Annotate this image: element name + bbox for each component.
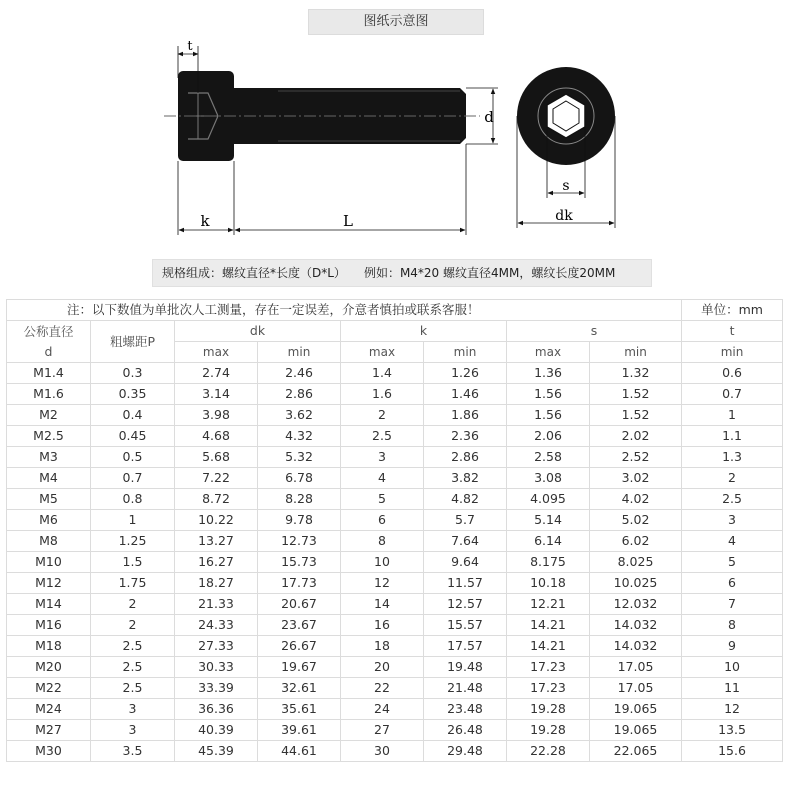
table-cell: 18.27 bbox=[175, 573, 258, 594]
table-cell: 3.5 bbox=[91, 741, 175, 762]
table-cell: 20 bbox=[341, 657, 424, 678]
drawing-title: 图纸示意图 bbox=[308, 9, 484, 35]
table-cell: 5.7 bbox=[424, 510, 507, 531]
table-cell: 15.73 bbox=[258, 552, 341, 573]
table-cell: 8 bbox=[682, 615, 783, 636]
table-cell: 2.58 bbox=[507, 447, 590, 468]
table-cell: 4.32 bbox=[258, 426, 341, 447]
table-cell: 13.5 bbox=[682, 720, 783, 741]
header-s: s bbox=[507, 321, 682, 342]
table-cell: 1 bbox=[682, 405, 783, 426]
table-cell: 17.73 bbox=[258, 573, 341, 594]
table-cell: 2.46 bbox=[258, 363, 341, 384]
table-cell: 2.06 bbox=[507, 426, 590, 447]
table-row bbox=[7, 720, 783, 741]
table-cell: 15.6 bbox=[682, 741, 783, 762]
table-cell: 1.6 bbox=[341, 384, 424, 405]
table-cell: M4 bbox=[7, 468, 91, 489]
table-row bbox=[7, 552, 783, 573]
subheader-max: max bbox=[175, 342, 258, 363]
table-cell: 29.48 bbox=[424, 741, 507, 762]
table-row bbox=[7, 531, 783, 552]
table-cell: 12 bbox=[682, 699, 783, 720]
table-cell: 19.28 bbox=[507, 699, 590, 720]
table-cell: 1.3 bbox=[682, 447, 783, 468]
table-row bbox=[7, 636, 783, 657]
table-row bbox=[7, 489, 783, 510]
table-cell: 7 bbox=[682, 594, 783, 615]
header-pitch: 粗螺距P bbox=[91, 321, 175, 363]
dim-label-dk: dk bbox=[555, 208, 573, 224]
header-k: k bbox=[341, 321, 507, 342]
table-cell: 19.28 bbox=[507, 720, 590, 741]
table-cell: 32.61 bbox=[258, 678, 341, 699]
table-cell: 1.36 bbox=[507, 363, 590, 384]
table-cell: 22.065 bbox=[590, 741, 682, 762]
header-dk: dk bbox=[175, 321, 341, 342]
table-cell: 22 bbox=[341, 678, 424, 699]
table-cell: 5 bbox=[341, 489, 424, 510]
table-cell: 3.08 bbox=[507, 468, 590, 489]
table-row bbox=[7, 594, 783, 615]
table-cell: 3 bbox=[91, 699, 175, 720]
table-cell: 33.39 bbox=[175, 678, 258, 699]
table-cell: 17.23 bbox=[507, 678, 590, 699]
table-cell: 39.61 bbox=[258, 720, 341, 741]
table-cell: 0.3 bbox=[91, 363, 175, 384]
table-cell: 12.032 bbox=[590, 594, 682, 615]
table-cell: 5 bbox=[682, 552, 783, 573]
header-nominal-diameter: 公称直径 d bbox=[7, 321, 91, 363]
table-cell: M10 bbox=[7, 552, 91, 573]
table-cell: 2.5 bbox=[341, 426, 424, 447]
table-cell: M14 bbox=[7, 594, 91, 615]
table-cell: 1.46 bbox=[424, 384, 507, 405]
table-cell: 17.57 bbox=[424, 636, 507, 657]
table-cell: 14.032 bbox=[590, 615, 682, 636]
table-cell: 21.33 bbox=[175, 594, 258, 615]
measurement-note: 注：以下数值为单批次人工测量，存在一定误差，介意者慎拍或联系客服！ bbox=[7, 300, 682, 321]
table-cell: 27 bbox=[341, 720, 424, 741]
table-cell: 0.4 bbox=[91, 405, 175, 426]
table-cell: 11.57 bbox=[424, 573, 507, 594]
header-row bbox=[7, 321, 783, 342]
table-cell: 3.14 bbox=[175, 384, 258, 405]
table-cell: 5.68 bbox=[175, 447, 258, 468]
table-cell: 3 bbox=[682, 510, 783, 531]
table-row bbox=[7, 699, 783, 720]
header-t: t bbox=[682, 321, 783, 342]
table-cell: 4 bbox=[341, 468, 424, 489]
table-row bbox=[7, 615, 783, 636]
table-cell: 24.33 bbox=[175, 615, 258, 636]
table-cell: 2.02 bbox=[590, 426, 682, 447]
table-cell: 19.48 bbox=[424, 657, 507, 678]
table-cell: 16.27 bbox=[175, 552, 258, 573]
table-cell: 23.48 bbox=[424, 699, 507, 720]
table-cell: 2 bbox=[341, 405, 424, 426]
table-cell: 19.065 bbox=[590, 720, 682, 741]
table-cell: 9.78 bbox=[258, 510, 341, 531]
table-row bbox=[7, 678, 783, 699]
table-body bbox=[7, 363, 783, 762]
table-cell: M18 bbox=[7, 636, 91, 657]
table-cell: 1.26 bbox=[424, 363, 507, 384]
table-cell: 23.67 bbox=[258, 615, 341, 636]
table-cell: M6 bbox=[7, 510, 91, 531]
table-cell: M16 bbox=[7, 615, 91, 636]
table-cell: 18 bbox=[341, 636, 424, 657]
table-cell: 7.64 bbox=[424, 531, 507, 552]
table-cell: 10 bbox=[341, 552, 424, 573]
table-cell: 3.82 bbox=[424, 468, 507, 489]
table-cell: M1.4 bbox=[7, 363, 91, 384]
table-row bbox=[7, 468, 783, 489]
table-cell: 4.68 bbox=[175, 426, 258, 447]
table-cell: 10.18 bbox=[507, 573, 590, 594]
side-view bbox=[164, 39, 498, 235]
table-cell: M2 bbox=[7, 405, 91, 426]
table-cell: 12.21 bbox=[507, 594, 590, 615]
table-cell: 6 bbox=[682, 573, 783, 594]
table-row bbox=[7, 405, 783, 426]
table-cell: 7.22 bbox=[175, 468, 258, 489]
table-cell: 2.86 bbox=[424, 447, 507, 468]
table-cell: 8.28 bbox=[258, 489, 341, 510]
table-cell: 10.22 bbox=[175, 510, 258, 531]
dim-label-k: k bbox=[200, 212, 210, 230]
table-cell: 0.35 bbox=[91, 384, 175, 405]
dim-label-d: d bbox=[484, 108, 494, 126]
table-cell: 12.73 bbox=[258, 531, 341, 552]
table-cell: 5.32 bbox=[258, 447, 341, 468]
table-cell: 8 bbox=[341, 531, 424, 552]
table-cell: 22.28 bbox=[507, 741, 590, 762]
table-cell: 1.52 bbox=[590, 405, 682, 426]
table-cell: 26.67 bbox=[258, 636, 341, 657]
table-cell: 30 bbox=[341, 741, 424, 762]
table-cell: 6.14 bbox=[507, 531, 590, 552]
table-cell: 1.56 bbox=[507, 405, 590, 426]
dim-label-L: L bbox=[343, 212, 353, 230]
spec-example: 例如：M4*20 螺纹直径4MM，螺纹长度20MM bbox=[363, 266, 616, 280]
table-cell: 5.14 bbox=[507, 510, 590, 531]
table-cell: 11 bbox=[682, 678, 783, 699]
dim-label-t: t bbox=[187, 39, 193, 54]
table-cell: 19.67 bbox=[258, 657, 341, 678]
table-cell: 1.25 bbox=[91, 531, 175, 552]
table-cell: M27 bbox=[7, 720, 91, 741]
table-cell: 19.065 bbox=[590, 699, 682, 720]
dim-label-s: s bbox=[562, 178, 570, 194]
table-cell: 1.56 bbox=[507, 384, 590, 405]
table-cell: 12 bbox=[341, 573, 424, 594]
table-cell: 6 bbox=[341, 510, 424, 531]
table-cell: 30.33 bbox=[175, 657, 258, 678]
table-cell: M2.5 bbox=[7, 426, 91, 447]
subheader-min: min bbox=[590, 342, 682, 363]
table-cell: 0.6 bbox=[682, 363, 783, 384]
table-cell: 4.82 bbox=[424, 489, 507, 510]
subheader-min: min bbox=[424, 342, 507, 363]
table-cell: 1.32 bbox=[590, 363, 682, 384]
table-cell: 12.57 bbox=[424, 594, 507, 615]
table-cell: 2 bbox=[91, 594, 175, 615]
table-cell: 21.48 bbox=[424, 678, 507, 699]
subheader-max: max bbox=[341, 342, 424, 363]
table-cell: 2.5 bbox=[91, 657, 175, 678]
subheader-max: max bbox=[507, 342, 590, 363]
table-cell: 1.86 bbox=[424, 405, 507, 426]
table-cell: 4.095 bbox=[507, 489, 590, 510]
dimension-table bbox=[6, 299, 783, 762]
table-cell: 1.52 bbox=[590, 384, 682, 405]
table-cell: 15.57 bbox=[424, 615, 507, 636]
table-cell: M30 bbox=[7, 741, 91, 762]
table-cell: 4.02 bbox=[590, 489, 682, 510]
unit-label: 单位：mm bbox=[682, 300, 783, 321]
table-cell: 8.175 bbox=[507, 552, 590, 573]
table-cell: 6.02 bbox=[590, 531, 682, 552]
table-cell: 35.61 bbox=[258, 699, 341, 720]
table-row bbox=[7, 657, 783, 678]
screw-technical-drawing bbox=[150, 38, 630, 243]
note-row bbox=[7, 300, 783, 321]
table-cell: 20.67 bbox=[258, 594, 341, 615]
table-cell: 2 bbox=[682, 468, 783, 489]
table-row bbox=[7, 447, 783, 468]
table-cell: M24 bbox=[7, 699, 91, 720]
table-cell: 4 bbox=[682, 531, 783, 552]
table-cell: 6.78 bbox=[258, 468, 341, 489]
table-cell: 0.7 bbox=[91, 468, 175, 489]
spec-format-banner bbox=[152, 259, 652, 287]
table-cell: 1 bbox=[91, 510, 175, 531]
table-row bbox=[7, 384, 783, 405]
table-cell: 0.45 bbox=[91, 426, 175, 447]
table-cell: 2.74 bbox=[175, 363, 258, 384]
table-row bbox=[7, 426, 783, 447]
table-cell: 2 bbox=[91, 615, 175, 636]
table-cell: 9.64 bbox=[424, 552, 507, 573]
table-cell: 2.36 bbox=[424, 426, 507, 447]
table-cell: 0.5 bbox=[91, 447, 175, 468]
table-cell: 3.62 bbox=[258, 405, 341, 426]
table-cell: 40.39 bbox=[175, 720, 258, 741]
table-row bbox=[7, 363, 783, 384]
table-row bbox=[7, 741, 783, 762]
table-cell: 26.48 bbox=[424, 720, 507, 741]
table-cell: 2.86 bbox=[258, 384, 341, 405]
table-cell: 13.27 bbox=[175, 531, 258, 552]
table-cell: 10 bbox=[682, 657, 783, 678]
spec-format-label: 规格组成：螺纹直径*长度（D*L） bbox=[162, 266, 346, 280]
table-cell: M8 bbox=[7, 531, 91, 552]
subheader-min: min bbox=[258, 342, 341, 363]
table-cell: 17.05 bbox=[590, 657, 682, 678]
table-cell: 17.23 bbox=[507, 657, 590, 678]
table-cell: 9 bbox=[682, 636, 783, 657]
table-cell: 0.8 bbox=[91, 489, 175, 510]
table-cell: M5 bbox=[7, 489, 91, 510]
table-cell: 16 bbox=[341, 615, 424, 636]
table-cell: 2.52 bbox=[590, 447, 682, 468]
table-cell: 1.1 bbox=[682, 426, 783, 447]
table-cell: 1.75 bbox=[91, 573, 175, 594]
table-row bbox=[7, 510, 783, 531]
table-cell: 8.025 bbox=[590, 552, 682, 573]
table-cell: M1.6 bbox=[7, 384, 91, 405]
table-cell: M20 bbox=[7, 657, 91, 678]
table-cell: 14 bbox=[341, 594, 424, 615]
table-cell: 5.02 bbox=[590, 510, 682, 531]
table-cell: 1.5 bbox=[91, 552, 175, 573]
table-cell: 27.33 bbox=[175, 636, 258, 657]
table-cell: M12 bbox=[7, 573, 91, 594]
table-cell: 10.025 bbox=[590, 573, 682, 594]
table-cell: 3 bbox=[91, 720, 175, 741]
table-cell: 24 bbox=[341, 699, 424, 720]
subheader-min: min bbox=[682, 342, 783, 363]
table-cell: 45.39 bbox=[175, 741, 258, 762]
end-view bbox=[517, 67, 615, 228]
table-cell: 2.5 bbox=[682, 489, 783, 510]
table-cell: M3 bbox=[7, 447, 91, 468]
table-cell: 14.21 bbox=[507, 615, 590, 636]
table-cell: M22 bbox=[7, 678, 91, 699]
table-cell: 14.032 bbox=[590, 636, 682, 657]
table-cell: 36.36 bbox=[175, 699, 258, 720]
table-cell: 2.5 bbox=[91, 678, 175, 699]
table-cell: 1.4 bbox=[341, 363, 424, 384]
table-cell: 0.7 bbox=[682, 384, 783, 405]
table-cell: 8.72 bbox=[175, 489, 258, 510]
table-cell: 14.21 bbox=[507, 636, 590, 657]
table-cell: 3.98 bbox=[175, 405, 258, 426]
table-cell: 17.05 bbox=[590, 678, 682, 699]
table-cell: 3.02 bbox=[590, 468, 682, 489]
table-cell: 44.61 bbox=[258, 741, 341, 762]
table-row bbox=[7, 573, 783, 594]
table-cell: 3 bbox=[341, 447, 424, 468]
table-cell: 2.5 bbox=[91, 636, 175, 657]
